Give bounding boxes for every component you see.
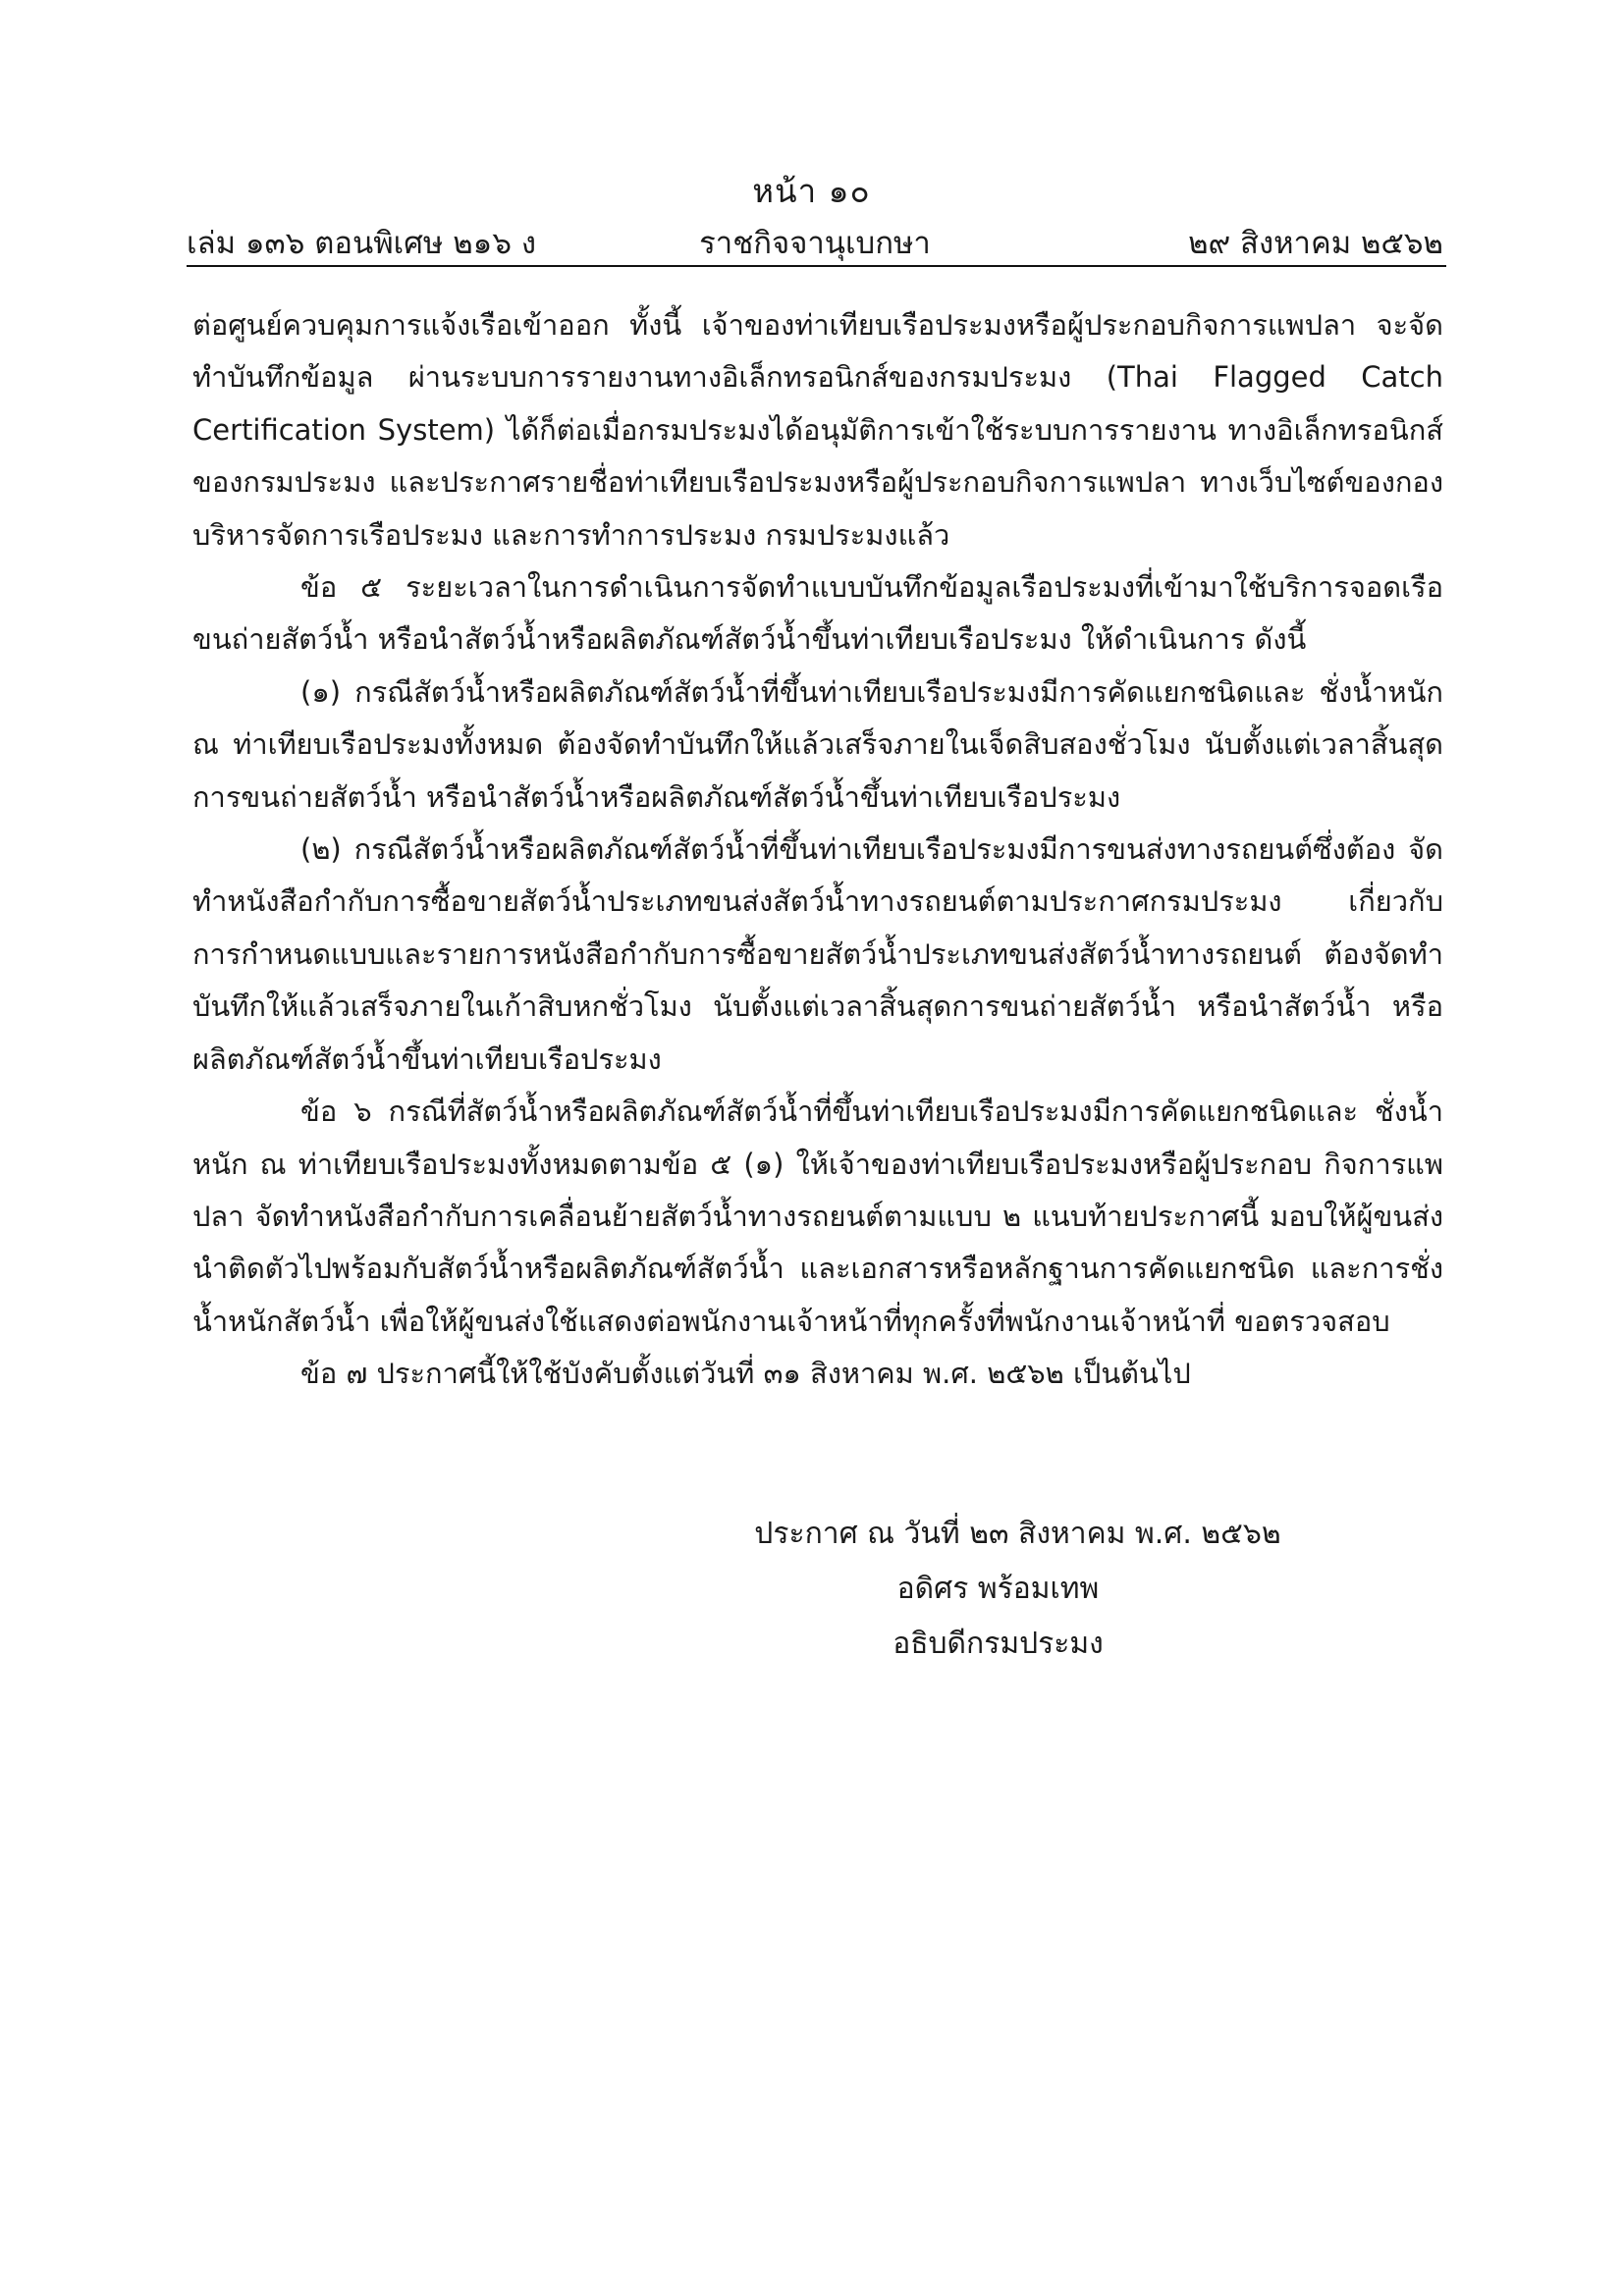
issue-date: ๒๙ สิงหาคม ๒๕๖๒	[1188, 226, 1443, 261]
paragraph-continuation: ต่อศูนย์ควบคุมการแจ้งเรือเข้าออก ทั้งนี้ เจ้าของท่าเทียบเรือประมงหรือผู้ประกอบกิจการแพปลา จะจัดทำบันทึกข้อมูล ผ่านระบบการรายงานทางอิเล็กทรอนิกส์ของกรมประมง (Thai Flagged Catch Certification System) ได้ก็ต่อเมื่อกรมประมงได้อนุมัติการเข้าใช้ระบบการรายงาน ทางอิเล็กทรอนิกส์ของกรมประมง และประกาศรายชื่อท่าเทียบเรือประมงหรือผู้ประกอบกิจการแพปลา ทางเว็บไซต์ของกองบริหารจัดการเรือประมง และการทำการประมง กรมประมงแล้ว	[192, 308, 1443, 552]
paragraph-clause-6: ข้อ ๖ กรณีที่สัตว์น้ำหรือผลิตภัณฑ์สัตว์น้ำที่ขึ้นท่าเทียบเรือประมงมีการคัดแยกชนิดและ ชั่งน้ำหนัก ณ ท่าเทียบเรือประมงทั้งหมดตามข้อ ๕ (๑) ให้เจ้าของท่าเทียบเรือประมงหรือผู้ประกอบ กิจการแพปลา จัดทำหนังสือกำกับการเคลื่อนย้ายสัตว์น้ำทางรถยนต์ตามแบบ ๒ แนบท้ายประกาศนี้ มอบให้ผู้ขนส่งนำติดตัวไปพร้อมกับสัตว์น้ำหรือผลิตภัณฑ์สัตว์น้ำ และเอกสารหรือหลักฐานการคัดแยกชนิด และการชั่งน้ำหนักสัตว์น้ำ เพื่อให้ผู้ขนส่งใช้แสดงต่อพนักงานเจ้าหน้าที่ทุกครั้งที่พนักงานเจ้าหน้าที่ ขอตรวจสอบ	[192, 1095, 1443, 1338]
signatory-name: อดิศร พร้อมเทพ	[896, 1572, 1100, 1606]
gazette-title: ราชกิจจานุเบกษา	[699, 226, 931, 261]
page-number: หน้า ๑๐	[752, 172, 871, 210]
paragraph-clause-5-1: (๑) กรณีสัตว์น้ำหรือผลิตภัณฑ์สัตว์น้ำที่ขึ้นท่าเทียบเรือประมงมีการคัดแยกชนิดและ ชั่งน้ำหนัก ณ ท่าเทียบเรือประมงทั้งหมด ต้องจัดทำบันทึกให้แล้วเสร็จภายในเจ็ดสิบสองชั่วโมง นับตั้งแต่เวลาสิ้นสุดการขนถ่ายสัตว์น้ำ หรือนำสัตว์น้ำหรือผลิตภัณฑ์สัตว์น้ำขึ้นท่าเทียบเรือประมง	[192, 674, 1443, 814]
document-body	[192, 299, 1443, 1401]
announcement-date: ประกาศ ณ วันที่ ๒๓ สิงหาคม พ.ศ. ๒๕๖๒	[754, 1517, 1281, 1551]
signatory-position: อธิบดีกรมประมง	[893, 1627, 1104, 1661]
signature-block	[0, 1507, 1623, 1672]
paragraph-clause-5-2: (๒) กรณีสัตว์น้ำหรือผลิตภัณฑ์สัตว์น้ำที่ขึ้นท่าเทียบเรือประมงมีการขนส่งทางรถยนต์ซึ่งต้อง จัดทำหนังสือกำกับการซื้อขายสัตว์น้ำประเภทขนส่งสัตว์น้ำทางรถยนต์ตามประกาศกรมประมง เกี่ยวกับ การกำหนดแบบและรายการหนังสือกำกับการซื้อขายสัตว์น้ำประเภทขนส่งสัตว์น้ำทางรถยนต์ ต้องจัดทำ บันทึกให้แล้วเสร็จภายในเก้าสิบหกชั่วโมง นับตั้งแต่เวลาสิ้นสุดการขนถ่ายสัตว์น้ำ หรือนำสัตว์น้ำ หรือผลิตภัณฑ์สัตว์น้ำขึ้นท่าเทียบเรือประมง	[192, 832, 1443, 1076]
issue-info: เล่ม ๑๓๖ ตอนพิเศษ ๒๑๖ ง	[187, 226, 537, 261]
paragraph-clause-7: ข้อ ๗ ประกาศนี้ให้ใช้บังคับตั้งแต่วันที่ ๓๑ สิงหาคม พ.ศ. ๒๕๖๒ เป็นต้นไป	[300, 1357, 1191, 1391]
header-divider	[187, 265, 1446, 267]
gazette-header	[187, 218, 1443, 261]
paragraph-clause-5: ข้อ ๕ ระยะเวลาในการดำเนินการจัดทำแบบบันทึกข้อมูลเรือประมงที่เข้ามาใช้บริการจอดเรือ ขนถ่ายสัตว์น้ำ หรือนำสัตว์น้ำหรือผลิตภัณฑ์สัตว์น้ำขึ้นท่าเทียบเรือประมง ให้ดำเนินการ ดังนี้	[192, 570, 1443, 657]
